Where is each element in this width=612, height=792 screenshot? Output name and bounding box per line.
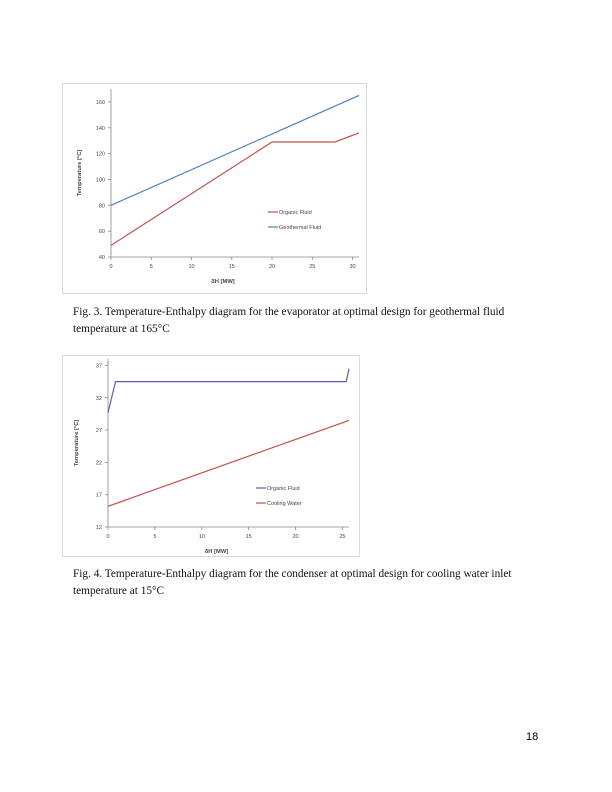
legend-label: Geothermal Fluid [279, 225, 322, 231]
x-tick-label: 0 [106, 534, 110, 540]
x-axis-label: δH [MW] [211, 279, 235, 285]
x-axis-label: δH [MW] [204, 549, 229, 555]
y-tick-label: 80 [98, 203, 105, 210]
x-tick-label: 20 [292, 534, 299, 540]
x-tick-label: 5 [153, 534, 157, 540]
series-line-cooling-water [108, 420, 349, 506]
condenser-chart-svg [63, 356, 359, 556]
x-tick-label: 0 [109, 264, 113, 270]
legend-label: Organic Fluid [279, 210, 312, 216]
series-line-organic-fluid [108, 369, 349, 413]
x-tick-label: 15 [245, 534, 252, 540]
y-tick-label: 120 [95, 151, 105, 158]
page-number: 18 [526, 731, 539, 743]
x-tick-label: 10 [198, 534, 205, 540]
series-line-geothermal-fluid [111, 95, 359, 205]
y-tick-label: 12 [95, 525, 102, 531]
y-axis-label: Temperature [°C] [77, 149, 83, 197]
x-tick-label: 20 [268, 264, 276, 270]
legend-label: Cooling Water [267, 501, 302, 507]
y-tick-label: 22 [95, 460, 102, 467]
x-tick-label: 25 [309, 264, 316, 270]
y-tick-label: 40 [98, 255, 105, 261]
y-tick-label: 37 [95, 363, 102, 370]
x-tick-label: 5 [149, 264, 153, 270]
figure-4-caption: Fig. 4. Temperature-Enthalpy diagram for the condenser at optimal design for cooling water inlet temperature at 15°C [73, 568, 512, 597]
evaporator-chart [62, 83, 367, 294]
x-tick-label: 10 [188, 264, 195, 270]
evaporator-chart-svg [63, 84, 366, 293]
y-tick-label: 17 [95, 492, 102, 499]
y-tick-label: 100 [95, 177, 105, 184]
y-axis-label: Temperature [°C] [74, 419, 80, 467]
x-tick-label: 30 [349, 264, 356, 270]
legend-label: Organic Fluid [267, 486, 300, 492]
y-tick-label: 160 [95, 99, 105, 106]
y-tick-label: 27 [95, 428, 102, 435]
x-tick-label: 15 [228, 264, 235, 270]
x-tick-label: 25 [339, 534, 346, 540]
condenser-chart [62, 355, 360, 557]
figure-3-caption: Fig. 3. Temperature-Enthalpy diagram for the evaporator at optimal design for geothermal fluid temperature at 165°C [73, 306, 505, 335]
y-tick-label: 140 [95, 125, 105, 132]
y-tick-label: 32 [95, 395, 102, 402]
y-tick-label: 60 [98, 229, 105, 236]
